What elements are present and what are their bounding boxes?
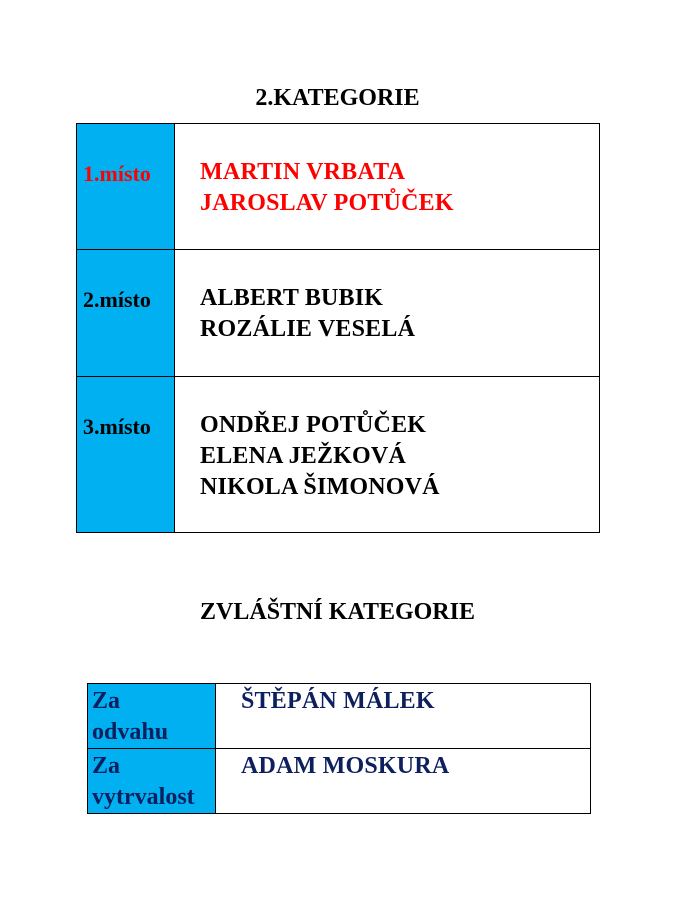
winner-name: NIKOLA ŠIMONOVÁ — [200, 474, 440, 500]
award-recipient-perseverance: ADAM MOSKURA — [216, 749, 591, 814]
table-row — [77, 124, 600, 250]
winner-name: ROZÁLIE VESELÁ — [200, 316, 416, 342]
special-category-heading: ZVLÁŠTNÍ KATEGORIE — [200, 599, 475, 625]
place-names-1 — [175, 124, 600, 250]
winner-name: ONDŘEJ POTŮČEK — [200, 412, 427, 438]
award-label-line: vytrvalost — [92, 784, 195, 810]
award-label-perseverance — [88, 749, 216, 814]
winner-name: ALBERT BUBIK — [200, 285, 384, 311]
winner-name: MARTIN VRBATA — [200, 159, 406, 185]
award-recipient-courage: ŠTĚPÁN MÁLEK — [216, 684, 591, 749]
category-2-heading: 2.KATEGORIE — [255, 85, 420, 111]
table-row — [77, 377, 600, 533]
place-label-1: 1.místo — [77, 124, 175, 250]
place-label-3: 3.místo — [77, 377, 175, 533]
category-2-results-table — [76, 123, 600, 533]
winner-name: JAROSLAV POTŮČEK — [200, 190, 454, 216]
award-label-line: Za — [92, 753, 121, 779]
table-row — [88, 749, 591, 814]
winner-name: ELENA JEŽKOVÁ — [200, 443, 406, 469]
table-row — [88, 684, 591, 749]
award-label-courage — [88, 684, 216, 749]
place-names-2 — [175, 250, 600, 377]
place-names-3 — [175, 377, 600, 533]
award-label-line: odvahu — [92, 719, 169, 745]
table-row — [77, 250, 600, 377]
special-category-table — [87, 683, 591, 814]
place-label-2: 2.místo — [77, 250, 175, 377]
award-label-line: Za — [92, 688, 121, 714]
